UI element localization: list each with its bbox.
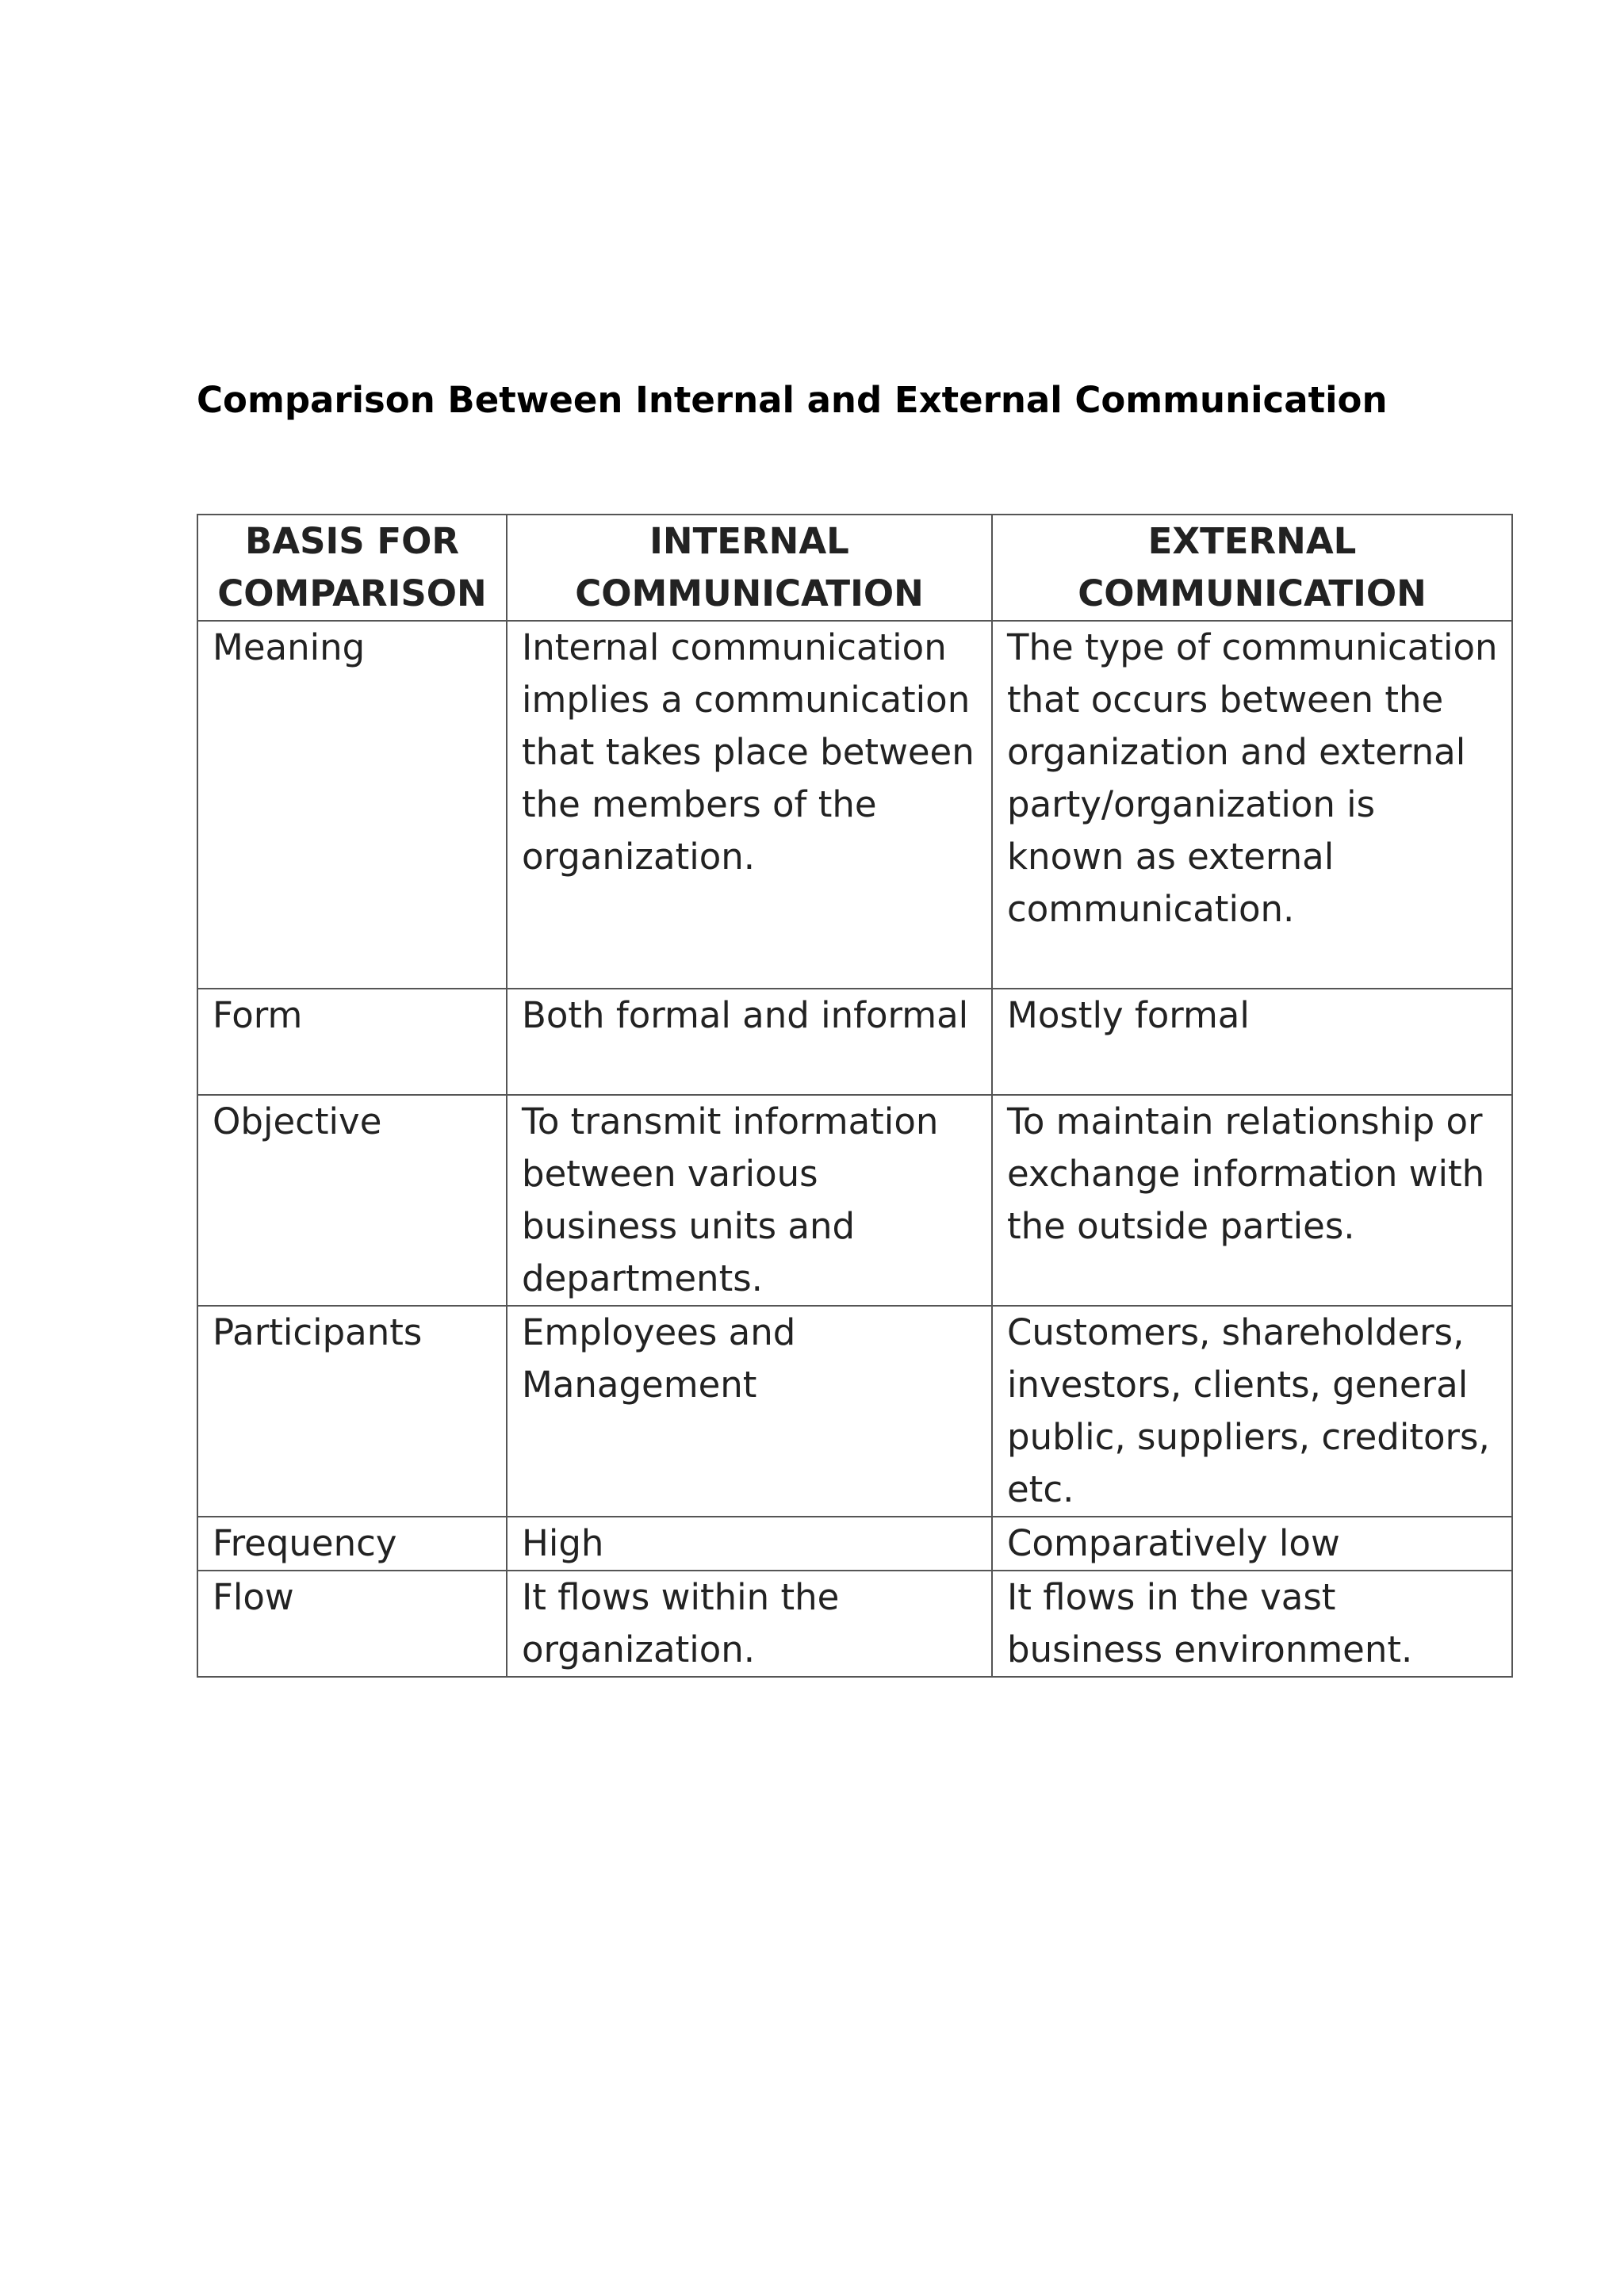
cell-internal: High [507, 1517, 992, 1571]
header-external: EXTERNAL COMMUNICATION [992, 515, 1512, 621]
cell-basis: Form [197, 989, 507, 1095]
table-header-row [197, 515, 1512, 621]
cell-external: The type of communication that occurs between the organization and external party/organization is known as external communication. [992, 621, 1512, 989]
table-row-participants [197, 1306, 1512, 1517]
cell-external: Customers, shareholders, investors, clients, general public, suppliers, creditors, etc. [992, 1306, 1512, 1517]
cell-basis: Objective [197, 1095, 507, 1306]
cell-external: It flows in the vast business environment. [992, 1571, 1512, 1677]
header-internal: INTERNAL COMMUNICATION [507, 515, 992, 621]
cell-internal: To transmit information between various business units and departments. [507, 1095, 992, 1306]
header-basis: BASIS FOR COMPARISON [197, 515, 507, 621]
cell-internal: Internal communication implies a communication that takes place between the members of the organization. [507, 621, 992, 989]
table-row-flow [197, 1571, 1512, 1677]
table-row-form [197, 989, 1512, 1095]
cell-basis: Participants [197, 1306, 507, 1517]
cell-basis: Frequency [197, 1517, 507, 1571]
document-title: Comparison Between Internal and External Communication [197, 379, 1388, 421]
cell-internal: It flows within the organization. [507, 1571, 992, 1677]
cell-internal: Employees and Management [507, 1306, 992, 1517]
table-row-objective [197, 1095, 1512, 1306]
table-row-frequency [197, 1517, 1512, 1571]
comparison-table [197, 514, 1513, 1678]
cell-external: To maintain relationship or exchange information with the outside parties. [992, 1095, 1512, 1306]
cell-external: Mostly formal [992, 989, 1512, 1095]
cell-internal: Both formal and informal [507, 989, 992, 1095]
cell-basis: Meaning [197, 621, 507, 989]
cell-external: Comparatively low [992, 1517, 1512, 1571]
table-row-meaning [197, 621, 1512, 989]
cell-basis: Flow [197, 1571, 507, 1677]
